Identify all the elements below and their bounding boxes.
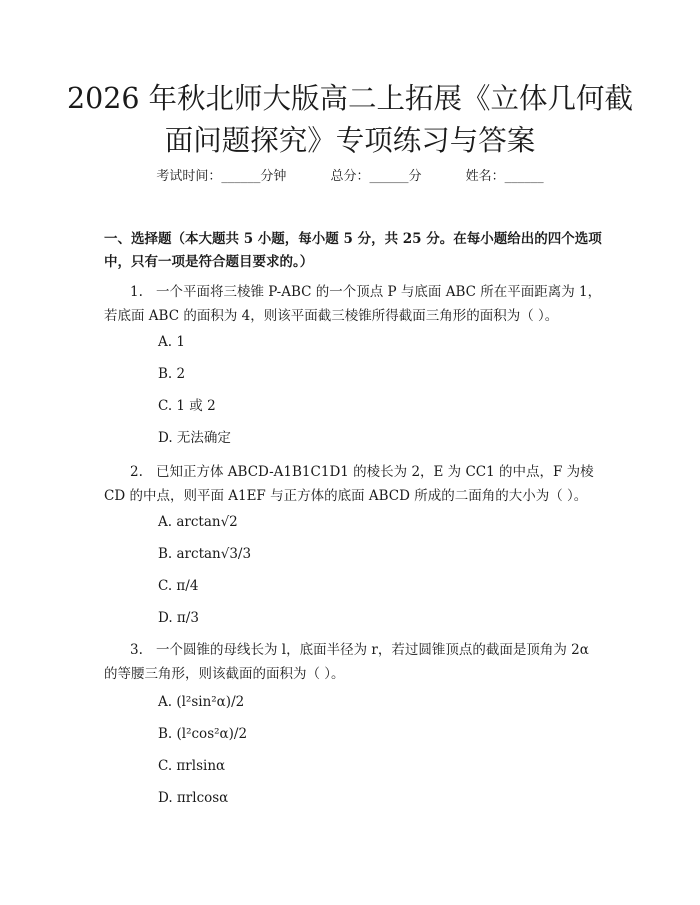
question-number: 2. bbox=[130, 464, 143, 480]
question-3 bbox=[104, 638, 604, 686]
question-text: 一个圆锥的母线长为 l，底面半径为 r，若过圆锥顶点的截面是顶角为 2α 的等腰三角形，则该截面的面积为（ ）。 bbox=[104, 642, 589, 682]
student-name-field: 姓名：______ bbox=[465, 169, 544, 184]
question-1 bbox=[104, 280, 604, 328]
question-1-option-a: A. 1 bbox=[158, 334, 185, 350]
exam-time-field: 考试时间：______分钟 bbox=[156, 169, 287, 184]
question-1-option-c: C. 1 或 2 bbox=[158, 398, 216, 414]
question-2-option-c: C. π/4 bbox=[158, 578, 199, 594]
question-3-option-c: C. πrlsinα bbox=[158, 758, 226, 774]
exam-info-line bbox=[0, 166, 700, 188]
question-2 bbox=[104, 460, 604, 508]
question-text: 一个平面将三棱锥 P-ABC 的一个顶点 P 与底面 ABC 所在平面距离为 1，若底面 ABC 的面积为 4，则该平面截三棱锥所得截面三角形的面积为（ ）。 bbox=[104, 284, 602, 324]
question-3-option-a: A. (l²sin²α)/2 bbox=[158, 694, 245, 710]
question-text: 已知正方体 ABCD-A1B1C1D1 的棱长为 2，E 为 CC1 的中点，F 为棱 CD 的中点，则平面 A1EF 与正方体的底面 ABCD 所成的二面角的大小为（ ）。 bbox=[104, 464, 594, 504]
total-score-field: 总分：______分 bbox=[330, 169, 422, 184]
question-2-option-d: D. π/3 bbox=[158, 610, 199, 626]
question-2-option-a: A. arctan√2 bbox=[158, 514, 238, 530]
question-1-option-d: D. 无法确定 bbox=[158, 430, 231, 446]
question-number: 3. bbox=[130, 642, 143, 658]
page-title: 2026 年秋北师大版高二上拓展《立体几何截面问题探究》专项练习与答案 bbox=[66, 82, 634, 157]
section-heading: 一、选择题（本大题共 5 小题，每小题 5 分，共 25 分。在每小题给出的四个选项中，只有一项是符合题目要求的。） bbox=[104, 231, 602, 270]
question-2-option-b: B. arctan√3/3 bbox=[158, 546, 252, 562]
question-number: 1. bbox=[130, 284, 143, 300]
question-3-option-d: D. πrlcosα bbox=[158, 790, 229, 806]
question-1-option-b: B. 2 bbox=[158, 366, 186, 382]
question-3-option-b: B. (l²cos²α)/2 bbox=[158, 726, 248, 742]
